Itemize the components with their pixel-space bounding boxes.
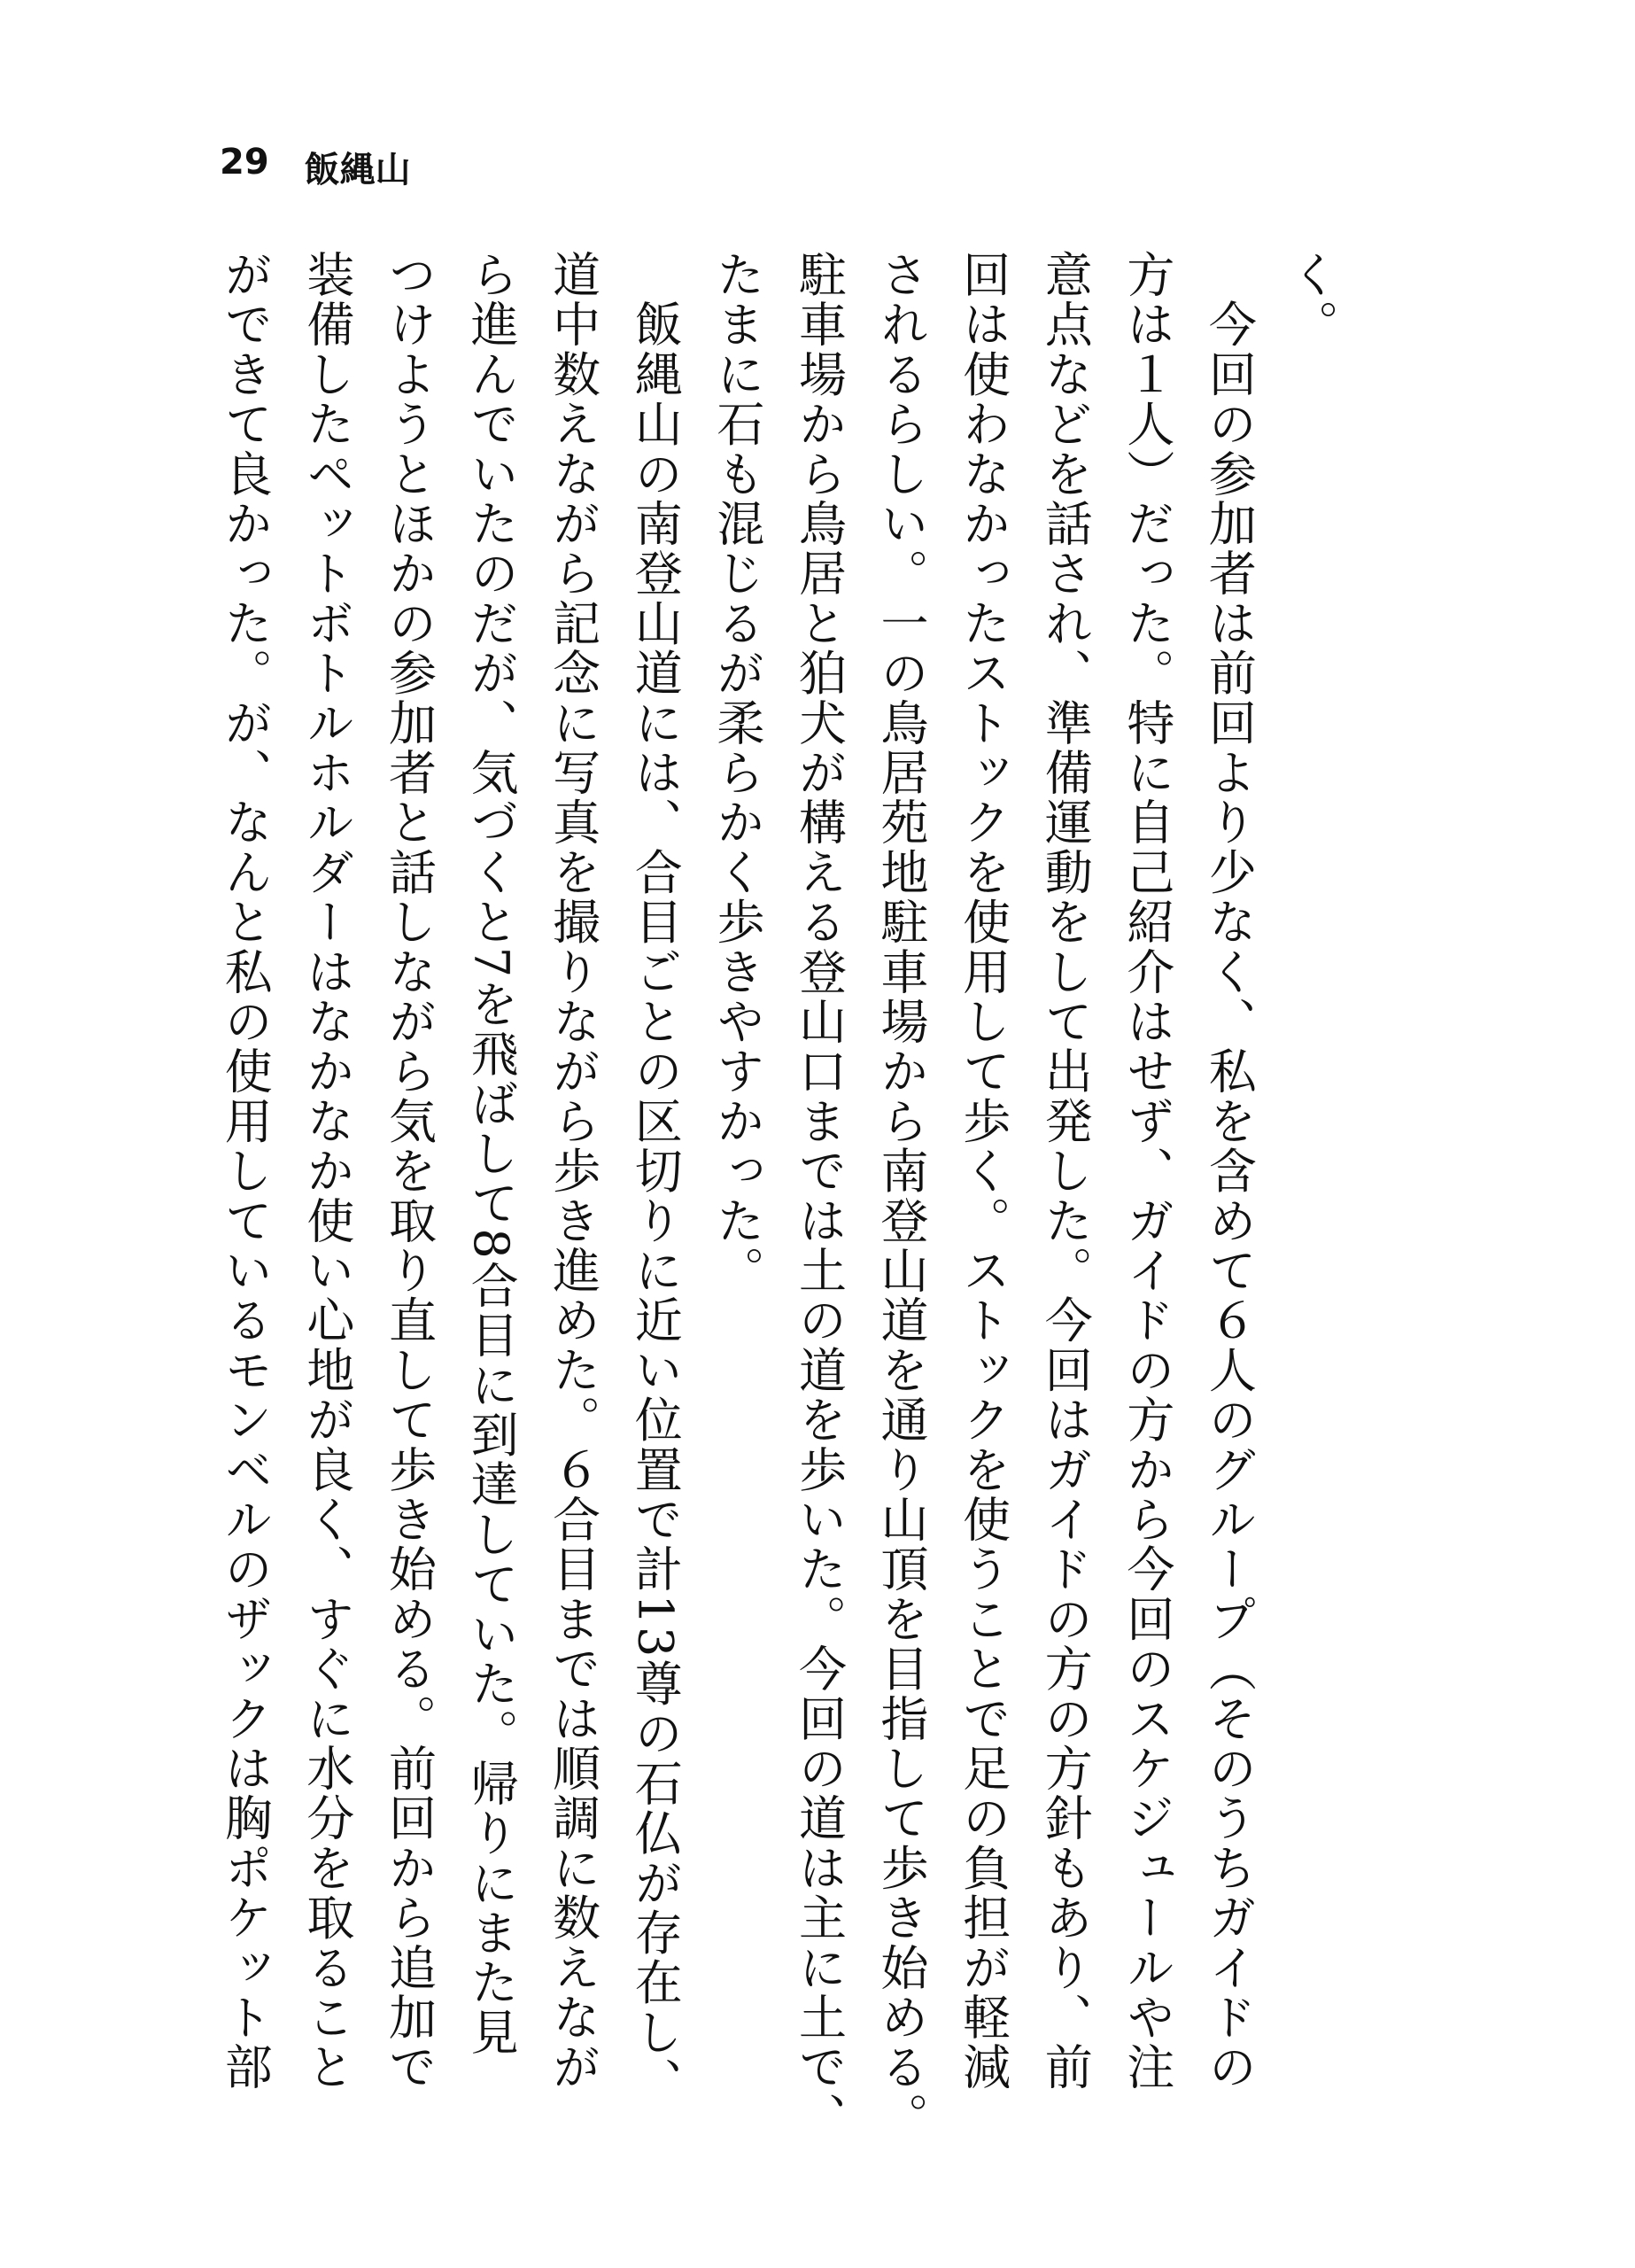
text-line: 道中数えながら記念に写真を撮りながら歩き進めた。６合目までは順調に数えなが: [545, 250, 601, 2093]
text-line: 方は１人）だった。特に自己紹介はせず、ガイドの方から今回のスケジュールや注: [1119, 250, 1175, 2093]
text-line: 意点などを話され、準備運動をして出発した。今回はガイドの方の方針もあり、前: [1037, 250, 1094, 2093]
text-line: 回は使わなかったストックを使用して歩く。ストックを使うことで足の負担が軽減: [955, 250, 1011, 2093]
text-line: 今回の参加者は前回より少なく、私を含めて６人のグループ（そのうちガイドの: [1201, 250, 1258, 2093]
text-line: ら進んでいたのだが、気づくと7を飛ばして8合目に到達していた。帰りにまた見: [463, 250, 520, 2058]
text-line: 駐車場から鳥居と狛犬が構える登山口までは土の道を歩いた。今回の道は主に土で、: [791, 250, 848, 2142]
chapter-title: 飯縄山: [304, 150, 411, 190]
page-number: 29: [220, 142, 269, 183]
text-line: く。: [1283, 250, 1339, 350]
text-line: 飯縄山の南登山道には、合目ごとの区切りに近い位置で計13尊の石仏が存在し、: [627, 250, 684, 2108]
text-line: つけようとほかの参加者と話しながら気を取り直して歩き始める。前回から追加で: [381, 250, 438, 2093]
text-line: たまに石も混じるが柔らかく歩きやすかった。: [709, 250, 765, 1296]
text-line: されるらしい。一の鳥居苑地駐車場から南登山道を通り山頂を目指して歩き始める。: [873, 250, 930, 2142]
text-line: 装備したペットボトルホルダーはなかなか使い心地が良く、すぐに水分を取ること: [298, 250, 355, 2093]
vertical-body-text: [204, 250, 1352, 2142]
running-header: [220, 142, 411, 192]
text-line: ができて良かった。が、なんと私の使用しているモンベルのザックは胸ポケット部: [217, 250, 274, 2093]
